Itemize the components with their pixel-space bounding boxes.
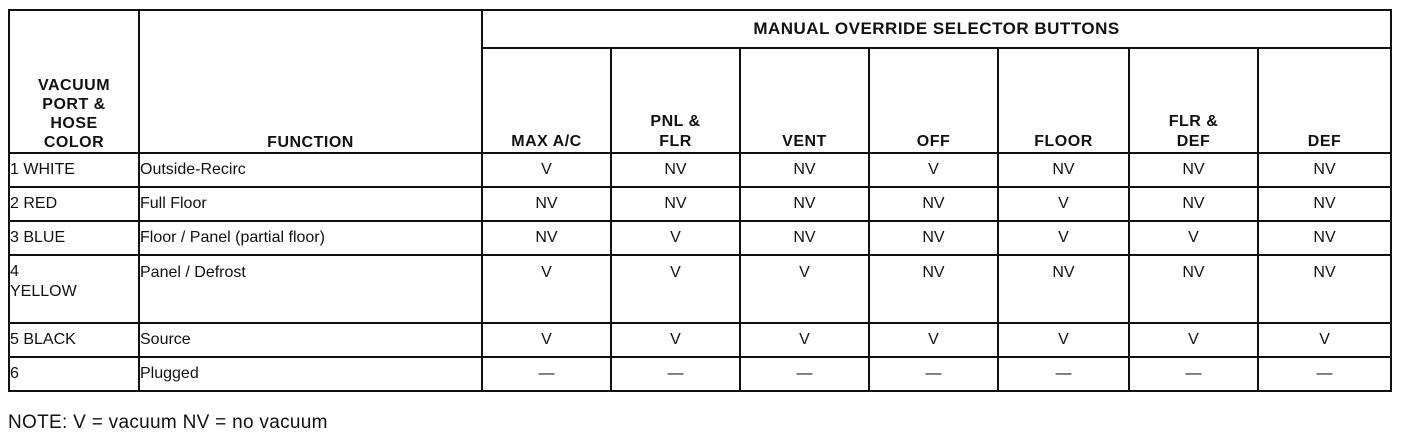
header-function: FUNCTION xyxy=(139,10,482,153)
value-cell: — xyxy=(611,357,740,391)
table-row xyxy=(9,323,1391,357)
value-cell: V xyxy=(482,323,611,357)
value-cell: NV xyxy=(611,187,740,221)
value-cell: NV xyxy=(740,187,869,221)
value-cell: V xyxy=(998,221,1129,255)
table-row xyxy=(9,187,1391,221)
value-cell: NV xyxy=(1258,221,1391,255)
value-cell: V xyxy=(1258,323,1391,357)
port-cell: 3 BLUE xyxy=(9,221,139,255)
vacuum-port-table xyxy=(8,9,1392,392)
value-cell: — xyxy=(740,357,869,391)
header-off: OFF xyxy=(869,48,998,153)
header-selector-buttons: MANUAL OVERRIDE SELECTOR BUTTONS xyxy=(482,10,1391,48)
value-cell: NV xyxy=(740,221,869,255)
header-floor: FLOOR xyxy=(998,48,1129,153)
port-cell: 5 BLACK xyxy=(9,323,139,357)
port-cell: 2 RED xyxy=(9,187,139,221)
value-cell: NV xyxy=(869,187,998,221)
value-cell: NV xyxy=(1129,187,1258,221)
table-row xyxy=(9,357,1391,391)
value-cell: NV xyxy=(482,221,611,255)
header-vent: VENT xyxy=(740,48,869,153)
value-cell: NV xyxy=(1258,255,1391,323)
value-cell: NV xyxy=(482,187,611,221)
table-row xyxy=(9,255,1391,323)
value-cell: NV xyxy=(740,153,869,187)
port-cell: 1 WHITE xyxy=(9,153,139,187)
function-cell: Source xyxy=(139,323,482,357)
value-cell: — xyxy=(998,357,1129,391)
value-cell: V xyxy=(740,323,869,357)
function-cell: Full Floor xyxy=(139,187,482,221)
header-port-color: VACUUM PORT & HOSE COLOR xyxy=(9,10,139,153)
value-cell: NV xyxy=(1129,255,1258,323)
value-cell: NV xyxy=(998,153,1129,187)
value-cell: NV xyxy=(611,153,740,187)
value-cell: NV xyxy=(869,255,998,323)
value-cell: V xyxy=(611,221,740,255)
header-pnl-flr: PNL & FLR xyxy=(611,48,740,153)
value-cell: V xyxy=(482,153,611,187)
value-cell: NV xyxy=(1258,153,1391,187)
function-cell: Plugged xyxy=(139,357,482,391)
table-row xyxy=(9,221,1391,255)
value-cell: NV xyxy=(869,221,998,255)
value-cell: V xyxy=(740,255,869,323)
table-row xyxy=(9,153,1391,187)
function-cell: Outside-Recirc xyxy=(139,153,482,187)
value-cell: V xyxy=(998,323,1129,357)
value-cell: V xyxy=(611,323,740,357)
value-cell: V xyxy=(482,255,611,323)
legend-note: NOTE: V = vacuum NV = no vacuum xyxy=(8,412,328,433)
header-def: DEF xyxy=(1258,48,1391,153)
value-cell: V xyxy=(1129,221,1258,255)
value-cell: V xyxy=(869,323,998,357)
value-cell: NV xyxy=(998,255,1129,323)
value-cell: NV xyxy=(1258,187,1391,221)
value-cell: — xyxy=(1129,357,1258,391)
value-cell: V xyxy=(1129,323,1258,357)
value-cell: — xyxy=(1258,357,1391,391)
value-cell: — xyxy=(869,357,998,391)
function-cell: Panel / Defrost xyxy=(139,255,482,323)
value-cell: V xyxy=(869,153,998,187)
header-flr-def: FLR & DEF xyxy=(1129,48,1258,153)
value-cell: V xyxy=(998,187,1129,221)
value-cell: NV xyxy=(1129,153,1258,187)
value-cell: — xyxy=(482,357,611,391)
port-cell: 4 YELLOW xyxy=(9,255,139,323)
port-cell: 6 xyxy=(9,357,139,391)
function-cell: Floor / Panel (partial floor) xyxy=(139,221,482,255)
header-max-ac: MAX A/C xyxy=(482,48,611,153)
value-cell: V xyxy=(611,255,740,323)
